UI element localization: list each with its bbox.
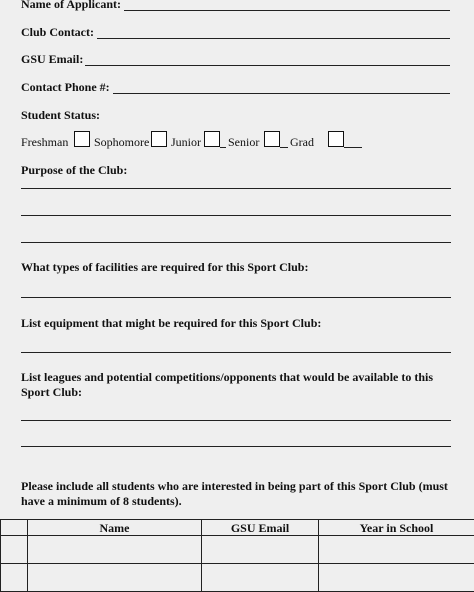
junior-checkbox[interactable] [204, 131, 220, 147]
table-row [1, 564, 474, 592]
contact-phone-label: Contact Phone #: [21, 80, 110, 94]
status-underline [220, 147, 226, 148]
grad-checkbox[interactable] [328, 131, 344, 147]
status-underline [280, 147, 288, 148]
contact-phone-field[interactable] [113, 93, 450, 94]
table-row [1, 536, 474, 564]
status-option-grad: Grad [290, 135, 314, 149]
purpose-line-1[interactable] [21, 188, 451, 189]
sophomore-checkbox[interactable] [151, 131, 167, 147]
student-status-label: Student Status: [21, 108, 100, 122]
purpose-label: Purpose of the Club: [21, 163, 127, 177]
status-option-senior: Senior [228, 135, 259, 149]
students-note: Please include all students who are interested in being part of this Sport Club (must have a minimum of 8 students). [21, 479, 453, 509]
freshman-checkbox[interactable] [74, 131, 90, 147]
table-cell-name[interactable] [28, 536, 202, 564]
table-cell-gsu-email[interactable] [202, 536, 319, 564]
gsu-email-field[interactable] [85, 65, 450, 66]
name-of-applicant-label: Name of Applicant: [21, 0, 121, 11]
table-header-year-in-school: Year in School [319, 520, 474, 536]
leagues-line-2[interactable] [21, 446, 451, 447]
club-contact-label: Club Contact: [21, 25, 94, 39]
student-roster-table [0, 519, 474, 592]
table-cell-number [1, 536, 28, 564]
table-cell-year-in-school[interactable] [319, 536, 474, 564]
table-cell-gsu-email[interactable] [202, 564, 319, 592]
table-header-name: Name [28, 520, 202, 536]
senior-checkbox[interactable] [264, 131, 280, 147]
table-header-gsu-email: GSU Email [202, 520, 319, 536]
status-option-freshman: Freshman [21, 135, 68, 149]
facilities-label: What types of facilities are required for this Sport Club: [21, 260, 308, 274]
status-underline [344, 147, 362, 148]
table-cell-name[interactable] [28, 564, 202, 592]
status-option-sophomore: Sophomore [94, 135, 149, 149]
equipment-label: List equipment that might be required for this Sport Club: [21, 316, 321, 330]
table-cell-year-in-school[interactable] [319, 564, 474, 592]
purpose-line-3[interactable] [21, 242, 451, 243]
equipment-line[interactable] [21, 352, 451, 353]
facilities-line[interactable] [21, 297, 451, 298]
table-header-number [1, 520, 28, 536]
club-contact-field[interactable] [97, 38, 450, 39]
leagues-line-1[interactable] [21, 420, 451, 421]
status-option-junior: Junior [171, 135, 201, 149]
name-of-applicant-field[interactable] [124, 10, 450, 11]
purpose-line-2[interactable] [21, 215, 451, 216]
table-cell-number [1, 564, 28, 592]
table-header-row [1, 520, 474, 536]
gsu-email-label: GSU Email: [21, 52, 83, 66]
leagues-label: List leagues and potential competitions/opponents that would be available to this Sport Club: [21, 370, 441, 400]
